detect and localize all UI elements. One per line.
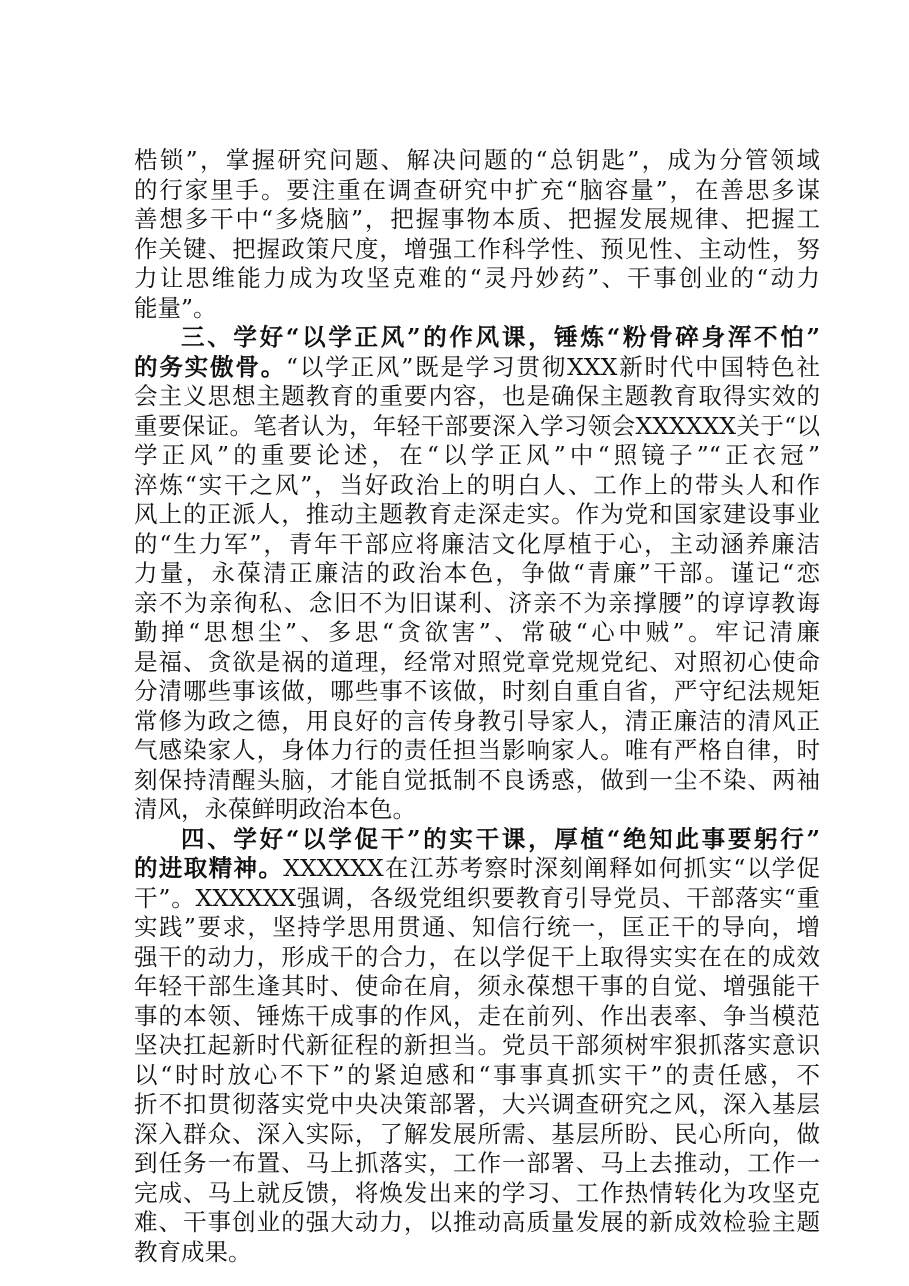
body-line: 会主义思想主题教育的重要内容，也是确保主题教育取得实效的 (134, 382, 820, 410)
body-line: 折不扣贯彻落实党中央决策部署，大兴调查研究之风，深入基层 (134, 1090, 820, 1118)
body-line: 清风，永葆鲜明政治本色。 (134, 795, 416, 823)
body-line: 坚决扛起新时代新征程的新担当。党员干部须树牢狠抓落实意识 (134, 1031, 820, 1059)
body-line: “以学正风”既是学习贯彻XXX新时代中国特色社 (286, 352, 820, 381)
body-line: XXXXXX在江苏考察时深刻阐释如何抓实“以学促 (283, 854, 820, 882)
body-line: 到任务一布置、马上抓落实，工作一部署、马上去推动，工作一 (134, 1149, 820, 1177)
body-line: 强干的动力，形成干的合力，在以学促干上取得实实在在的成效 (134, 942, 820, 971)
body-line: 的“生力军”，青年干部应将廉洁文化厚植于心，主动涵养廉洁 (134, 529, 820, 558)
body-line: 力量，永葆清正廉洁的政治本色，争做“青廉”干部。谨记“恋 (134, 559, 820, 587)
body-line: 亲不为亲徇私、念旧不为旧谋利、济亲不为亲撑腰”的谆谆教诲 (134, 588, 820, 617)
body-line: 善想多干中“多烧脑”，把握事物本质、把握发展规律、把握工 (134, 205, 820, 233)
body-line: 年轻干部生逢其时、使命在肩，须永葆想干事的自觉、增强能干 (134, 972, 820, 1000)
body-line: 气感染家人，身体力行的责任担当影响家人。唯有严格自律，时 (134, 736, 820, 764)
body-line: 深入群众、深入实际，了解发展所需、基层所盼、民心所向，做 (134, 1119, 820, 1148)
section-heading-4-cont: 的进取精神。 (134, 854, 284, 882)
body-line: 梏锁”，掌握研究问题、解决问题的“总钥匙”，成为分管领域 (134, 146, 820, 174)
document-body (134, 146, 820, 1267)
body-line: 事的本领、锤炼干成事的作风，走在前列、作出表率、争当模范 (134, 1001, 820, 1030)
body-line: 是福、贪欲是祸的道理，经常对照党章党规党纪、对照初心使命 (134, 647, 820, 676)
body-line: 风上的正派人，推动主题教育走深走实。作为党和国家建设事业 (134, 500, 820, 528)
body-line: 重要保证。笔者认为，年轻干部要深入学习领会XXXXXX关于“以 (134, 411, 820, 440)
section-heading-3: 三、学好“以学正风”的作风课，锤炼“粉骨碎身浑不怕” (181, 323, 820, 351)
body-line: 力让思维能力成为攻坚克难的“灵丹妙药”、干事创业的“动力 (134, 264, 820, 292)
body-line: 实践”要求，坚持学思用贯通、知信行统一，匡正干的导向，增 (134, 913, 820, 941)
body-line: 干”。XXXXXX强调，各级党组织要教育引导党员、干部落实“重 (134, 883, 820, 912)
body-line: 教育成果。 (134, 1237, 252, 1266)
body-line: 能量”。 (134, 293, 217, 322)
body-line: 的行家里手。要注重在调查研究中扩充“脑容量”，在善思多谋 (134, 175, 820, 204)
body-line: 淬炼“实干之风”，当好政治上的明白人、工作上的带头人和作 (134, 470, 820, 499)
body-line: 常修为政之德，用良好的言传身教引导家人，清正廉洁的清风正 (134, 706, 820, 735)
body-line: 学正风”的重要论述，在“以学正风”中“照镜子”“正衣冠” (134, 441, 820, 469)
body-line: 完成、马上就反馈，将焕发出来的学习、工作热情转化为攻坚克 (134, 1178, 820, 1207)
body-line: 分清哪些事该做，哪些事不该做，时刻自重自省，严守纪法规矩 (134, 677, 820, 705)
section-heading-4: 四、学好“以学促干”的实干课，厚植“绝知此事要躬行” (181, 824, 820, 853)
body-line: 以“时时放心不下”的紧迫感和“事事真抓实干”的责任感，不 (134, 1060, 820, 1089)
body-line: 刻保持清醒头脑，才能自觉抵制不良诱惑，做到一尘不染、两袖 (134, 765, 820, 794)
body-line: 勤掸“思想尘”、多思“贪欲害”、常破“心中贼”。牢记清廉 (134, 618, 820, 646)
section-4-lead-line (134, 854, 820, 884)
body-line: 作关键、把握政策尺度，增强工作科学性、预见性、主动性，努 (134, 234, 820, 263)
section-3-lead-line (134, 353, 820, 383)
section-heading-3-cont: 的务实傲骨。 (134, 352, 287, 381)
body-line: 难、干事创业的强大动力，以推动高质量发展的新成效检验主题 (134, 1208, 820, 1236)
